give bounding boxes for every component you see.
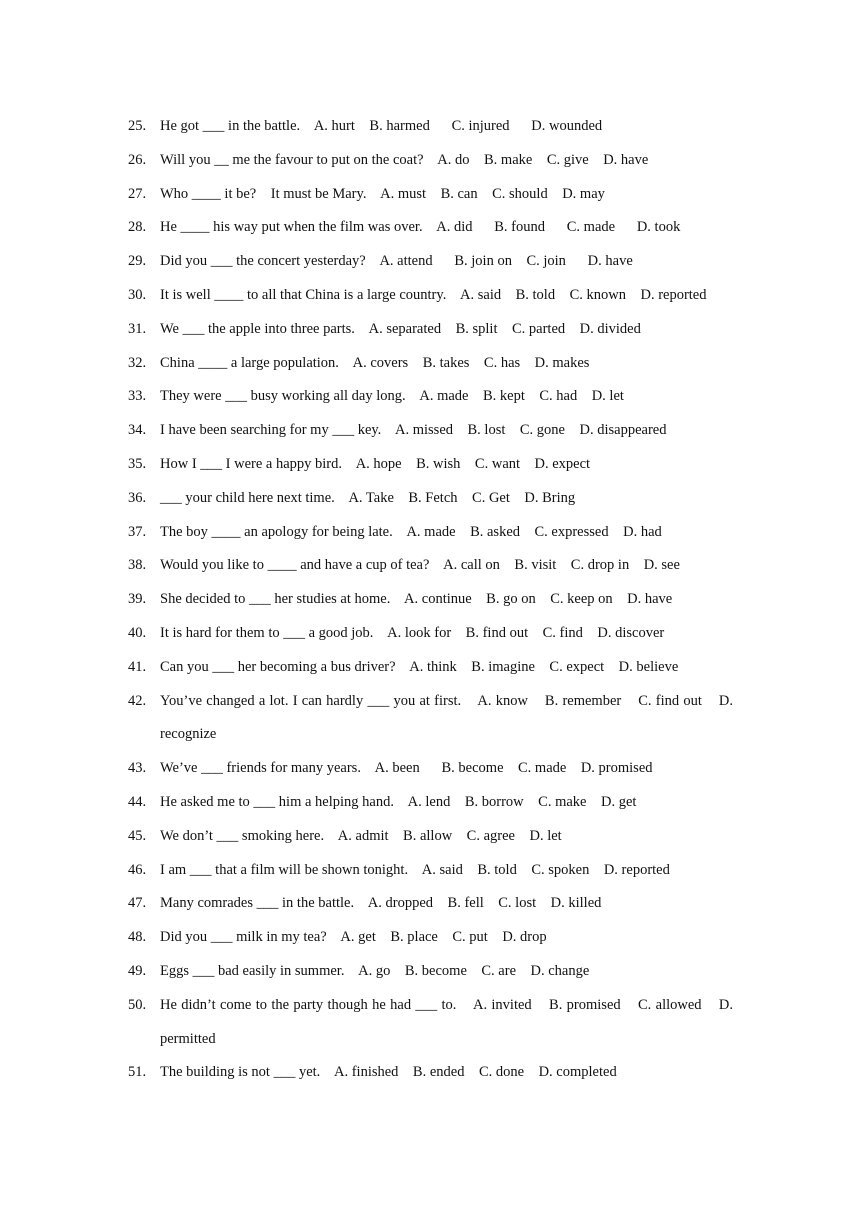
question-text: Eggs ___ bad easily in summer. A. go B. become C. are D. change (160, 962, 590, 979)
question-item (128, 279, 733, 313)
question-item (128, 516, 733, 550)
question-number: 38. (128, 557, 147, 574)
question-item (128, 110, 733, 144)
question-text: It is hard for them to ___ a good job. A. look for B. find out C. find D. discover (160, 624, 665, 641)
question-list (128, 110, 737, 1090)
question-text: China ____ a large population. A. covers B. takes C. has D. makes (160, 354, 590, 371)
question-item (128, 380, 733, 414)
question-item (128, 313, 733, 347)
question-text: We don’t ___ smoking here. A. admit B. allow C. agree D. let (160, 827, 562, 844)
question-item (128, 820, 733, 854)
question-text: The boy ____ an apology for being late. A. made B. asked C. expressed D. had (160, 523, 662, 540)
question-number: 37. (128, 523, 147, 540)
question-item (128, 651, 733, 685)
question-number: 39. (128, 591, 147, 608)
question-text: Will you __ me the favour to put on the coat? A. do B. make C. give D. have (160, 151, 649, 168)
question-text: I have been searching for my ___ key. A. missed B. lost C. gone D. disappeared (160, 422, 667, 439)
question-item (128, 989, 737, 1057)
question-number: 50. (128, 996, 147, 1013)
question-number: 28. (128, 219, 147, 236)
question-item (128, 211, 733, 245)
question-item (128, 549, 733, 583)
question-text: We’ve ___ friends for many years. A. been B. become C. made D. promised (160, 760, 653, 777)
question-number: 31. (128, 320, 147, 337)
question-item (128, 448, 733, 482)
question-text: It is well ____ to all that China is a large country. A. said B. told C. known D. reported (160, 286, 707, 303)
question-text: The building is not ___ yet. A. finished B. ended C. done D. completed (160, 1064, 617, 1081)
question-number: 26. (128, 151, 147, 168)
question-text: ___ your child here next time. A. Take B. Fetch C. Get D. Bring (160, 489, 576, 506)
question-number: 49. (128, 962, 147, 979)
question-text: Many comrades ___ in the battle. A. dropped B. fell C. lost D. killed (160, 895, 602, 912)
question-item (128, 955, 733, 989)
question-number: 35. (128, 455, 147, 472)
question-item (128, 245, 733, 279)
question-number: 36. (128, 489, 147, 506)
question-text: He ____ his way put when the film was over. A. did B. found C. made D. took (160, 219, 681, 236)
question-text: We ___ the apple into three parts. A. separated B. split C. parted D. divided (160, 320, 641, 337)
question-number: 43. (128, 760, 147, 777)
question-item (128, 854, 733, 888)
question-item (128, 482, 733, 516)
question-number: 47. (128, 895, 147, 912)
question-item (128, 144, 733, 178)
question-item (128, 887, 733, 921)
question-text: Did you ___ milk in my tea? A. get B. place C. put D. drop (160, 929, 547, 946)
question-number: 30. (128, 286, 147, 303)
question-number: 27. (128, 185, 147, 202)
question-number: 45. (128, 827, 147, 844)
question-text: How I ___ I were a happy bird. A. hope B. wish C. want D. expect (160, 455, 591, 472)
question-item (128, 685, 737, 753)
question-item (128, 1056, 733, 1090)
question-item (128, 583, 733, 617)
question-number: 51. (128, 1064, 147, 1081)
question-number: 41. (128, 658, 147, 675)
question-text: Can you ___ her becoming a bus driver? A. think B. imagine C. expect D. believe (160, 658, 679, 675)
question-text: Would you like to ____ and have a cup of tea? A. call on B. visit C. drop in D. see (160, 557, 680, 574)
question-text: She decided to ___ her studies at home. A. continue B. go on C. keep on D. have (160, 591, 673, 608)
question-number: 32. (128, 354, 147, 371)
question-number: 33. (128, 388, 147, 405)
question-text: Did you ___ the concert yesterday? A. attend B. join on C. join D. have (160, 253, 633, 270)
question-item (128, 786, 733, 820)
question-text: He asked me to ___ him a helping hand. A. lend B. borrow C. make D. get (160, 793, 637, 810)
question-number: 29. (128, 253, 147, 270)
question-text: They were ___ busy working all day long. A. made B. kept C. had D. let (160, 388, 624, 405)
question-item (128, 414, 733, 448)
question-item (128, 347, 733, 381)
question-number: 48. (128, 929, 147, 946)
question-text: He didn’t come to the party though he had ___ to. A. invited B. promised C. allowed D. permitted (160, 996, 737, 1047)
question-item (128, 921, 733, 955)
question-item (128, 617, 733, 651)
question-item (128, 752, 733, 786)
question-number: 44. (128, 793, 147, 810)
question-text: He got ___ in the battle. A. hurt B. harmed C. injured D. wounded (160, 118, 603, 134)
question-text: I am ___ that a film will be shown tonight. A. said B. told C. spoken D. reported (160, 861, 670, 878)
question-text: Who ____ it be? It must be Mary. A. must B. can C. should D. may (160, 185, 605, 202)
question-text: You’ve changed a lot. I can hardly ___ you at first. A. know B. remember C. find out D. recognize (160, 692, 737, 743)
question-number: 25. (128, 118, 147, 134)
question-number: 34. (128, 422, 147, 439)
question-number: 40. (128, 624, 147, 641)
question-number: 42. (128, 692, 147, 709)
question-item (128, 178, 733, 212)
question-number: 46. (128, 861, 147, 878)
